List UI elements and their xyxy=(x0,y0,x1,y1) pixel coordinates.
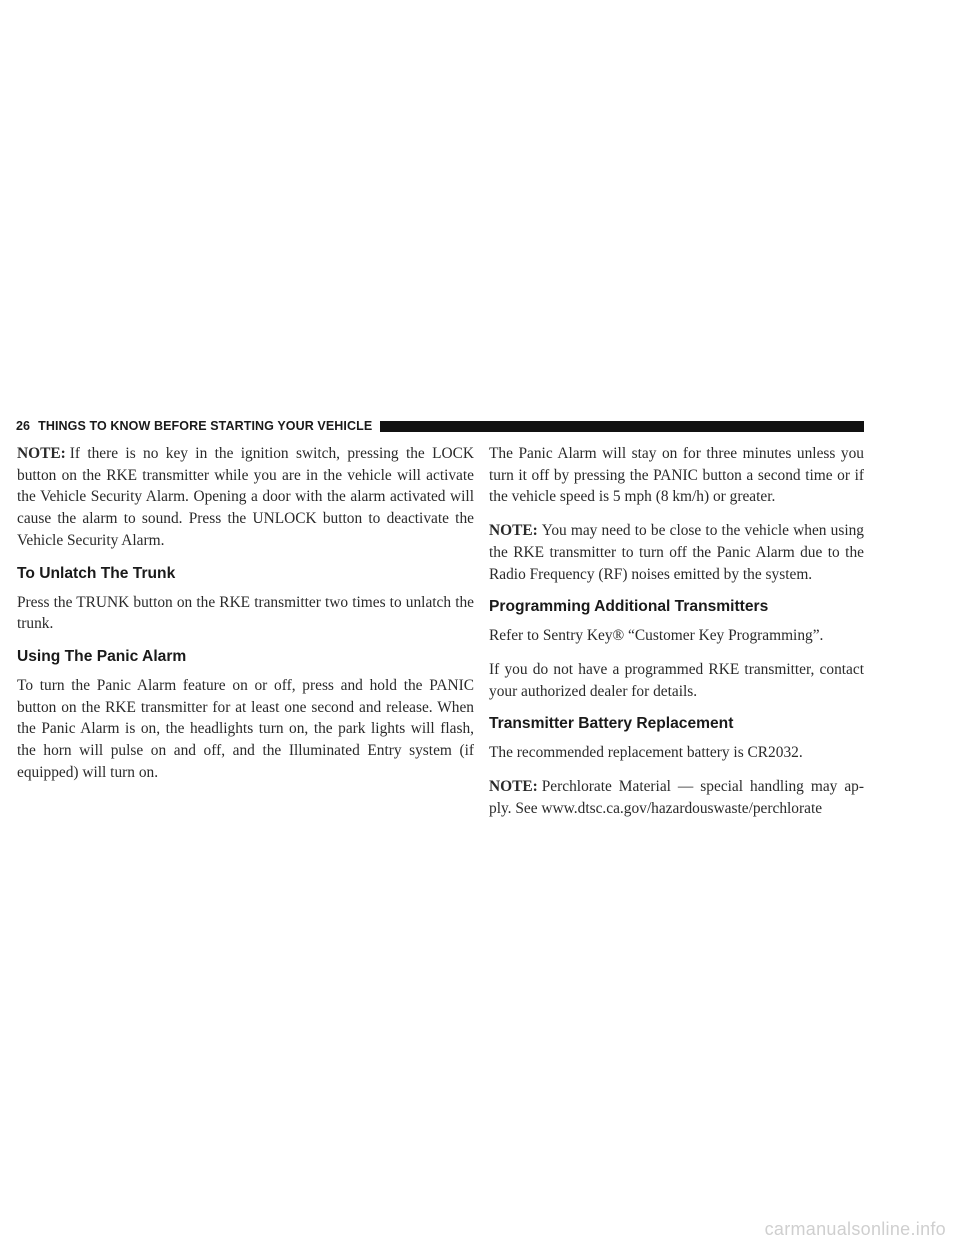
programming-paragraph: Refer to Sentry Key® “Customer Key Programming”. xyxy=(489,627,824,645)
battery-paragraph: The recommended replacement battery is CR2032. xyxy=(489,744,803,762)
panic-paragraph: To turn the Panic Alarm feature on or off, press and hold the PANIC button on the RKE transmitter for at least one second and release. When the Panic Alarm is on, the headlights turn on, the park lights will flash, the horn will pulse on and off, and the Illuminated Entry system (if equipped) will turn on. xyxy=(17,676,474,781)
note-text: Perchlorate Material — special handling may ap-ply. See www.dtsc.ca.gov/hazardouswaste/perchlorate xyxy=(489,778,864,817)
page-number: 26 xyxy=(16,419,31,433)
page-header xyxy=(16,415,864,437)
note-label: NOTE: xyxy=(489,522,538,540)
programming-paragraph-2: If you do not have a programmed RKE transmitter, contact your authorized dealer for details. xyxy=(489,660,864,700)
trunk-heading: To Unlatch The Trunk xyxy=(17,564,176,582)
left-column xyxy=(17,443,474,795)
header-text xyxy=(16,419,372,433)
note-label: NOTE: xyxy=(489,778,538,796)
panic-heading: Using The Panic Alarm xyxy=(17,647,187,665)
battery-heading: Transmitter Battery Replacement xyxy=(489,715,734,733)
note-label: NOTE: xyxy=(17,445,66,462)
trunk-paragraph: Press the TRUNK button on the RKE transmitter two times to unlatch the trunk. xyxy=(17,593,474,633)
programming-heading: Programming Additional Transmitters xyxy=(489,598,769,616)
note-paragraph xyxy=(489,520,864,585)
note-paragraph xyxy=(17,443,474,552)
note-text: You may need to be close to the vehicle when using the RKE transmitter to turn off the Panic Alarm due to the Radio Frequency (RF) noises emitted by the system. xyxy=(489,522,864,583)
section-title: THINGS TO KNOW BEFORE STARTING YOUR VEHICLE xyxy=(38,419,373,433)
note-text: If there is no key in the ignition switch, pressing the LOCK button on the RKE transmitter while you are in the vehicle will activate the Vehicle Security Alarm. Opening a door with the alarm activated will cause the alarm to sound. Press the UNLOCK button to deactivate the Vehicle Security Alarm. xyxy=(17,445,474,549)
right-column xyxy=(489,443,864,831)
watermark: carmanualsonline.info xyxy=(764,1219,946,1239)
panic-continued-paragraph: The Panic Alarm will stay on for three minutes unless you turn it off by pressing the PANIC button a second time or if the vehicle speed is 5 mph (8 km/h) or greater. xyxy=(489,445,864,506)
header-rule xyxy=(380,421,864,432)
note-paragraph xyxy=(489,776,864,819)
